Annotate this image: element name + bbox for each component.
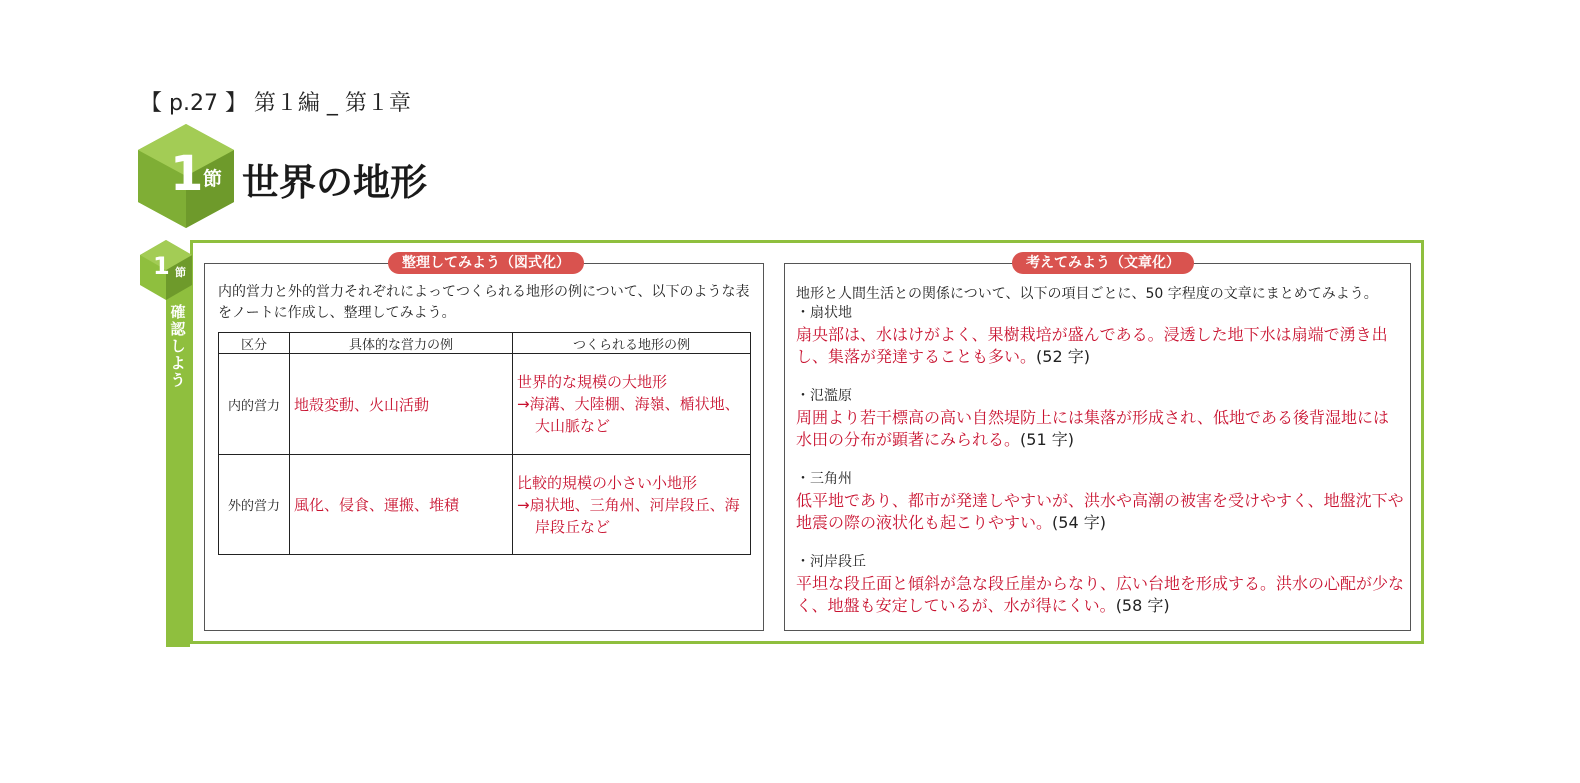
- list-item: [796, 303, 1404, 368]
- item-label: ・扇状地: [796, 305, 852, 321]
- examples-list: →扇状地、三角州、河岸段丘、海岸段丘など: [517, 495, 740, 536]
- organize-instruction: 内的営力と外的営力それぞれによってつくられる地形の例について、以下のような表をノートに作成し、整理してみよう。: [218, 284, 750, 321]
- row-examples: [513, 354, 751, 455]
- char-count: (58 字): [1115, 596, 1170, 615]
- table-row: [219, 455, 751, 555]
- char-count: (54 字): [1052, 513, 1106, 532]
- item-body: [796, 324, 1404, 368]
- item-text: 扇央部は、水はけがよく、果樹栽培が盛んである。浸透した地下水は扇端で湧き出し、集落が発達することも多い。: [796, 325, 1388, 366]
- header-forces: 具体的な営力の例: [290, 333, 513, 354]
- table-header-row: [219, 333, 751, 354]
- header-examples: つくられる地形の例: [513, 333, 751, 354]
- item-label: ・三角州: [796, 471, 852, 487]
- section-number: 1: [170, 146, 204, 202]
- row-category: 内的営力: [219, 354, 290, 455]
- list-item: [796, 552, 1404, 617]
- list-item: [796, 469, 1404, 534]
- item-text: 低平地であり、都市が発達しやすいが、洪水や高潮の被害を受けやすく、地盤沈下や地震の際の液状化も起こりやすい。: [796, 491, 1404, 532]
- examples-head: 比較的規模の小さい小地形: [517, 473, 698, 492]
- char-count: (52 字): [1036, 347, 1090, 366]
- header-category: 区分: [219, 333, 290, 354]
- item-label: ・氾濫原: [796, 388, 852, 404]
- page-reference: 【 p.27 】 第１編 _ 第１章: [140, 91, 411, 116]
- row-examples: [513, 455, 751, 555]
- examples-list: →海溝、大陸棚、海嶺、楯状地、大山脈など: [517, 395, 740, 435]
- examples-head: 世界的な規模の大地形: [517, 373, 668, 391]
- section-suffix: 節: [203, 168, 223, 190]
- side-section-suffix: 節: [175, 266, 186, 279]
- think-instruction: 地形と人間生活との関係について、以下の項目ごとに、50 字程度の文章にまとめてみよう。: [796, 286, 1378, 302]
- think-tag: 考えてみよう（文章化）: [1012, 252, 1194, 274]
- list-item: [796, 386, 1404, 451]
- organize-tag: 整理してみよう（図式化）: [388, 252, 584, 274]
- char-count: (51 字): [1020, 430, 1074, 449]
- table-row: [219, 354, 751, 455]
- side-label: 確認しよう: [170, 303, 186, 389]
- side-section-number: 1: [153, 252, 170, 280]
- item-body: [796, 490, 1404, 534]
- item-text: 平坦な段丘面と傾斜が急な段丘崖からなり、広い台地を形成する。洪水の心配が少なく、地盤も安定しているが、水が得にくい。: [796, 574, 1405, 615]
- row-category: 外的営力: [219, 455, 290, 555]
- landform-table: [218, 332, 751, 555]
- page-title: 世界の地形: [242, 161, 427, 204]
- row-forces: 風化、侵食、運搬、堆積: [290, 455, 513, 555]
- item-body: [796, 407, 1404, 451]
- row-forces: 地殻変動、火山活動: [290, 354, 513, 455]
- item-body: [796, 573, 1404, 617]
- item-text: 周囲より若干標高の高い自然堤防上には集落が形成され、低地である後背湿地には水田の分布が顕著にみられる。: [796, 408, 1389, 449]
- item-label: ・河岸段丘: [796, 554, 866, 570]
